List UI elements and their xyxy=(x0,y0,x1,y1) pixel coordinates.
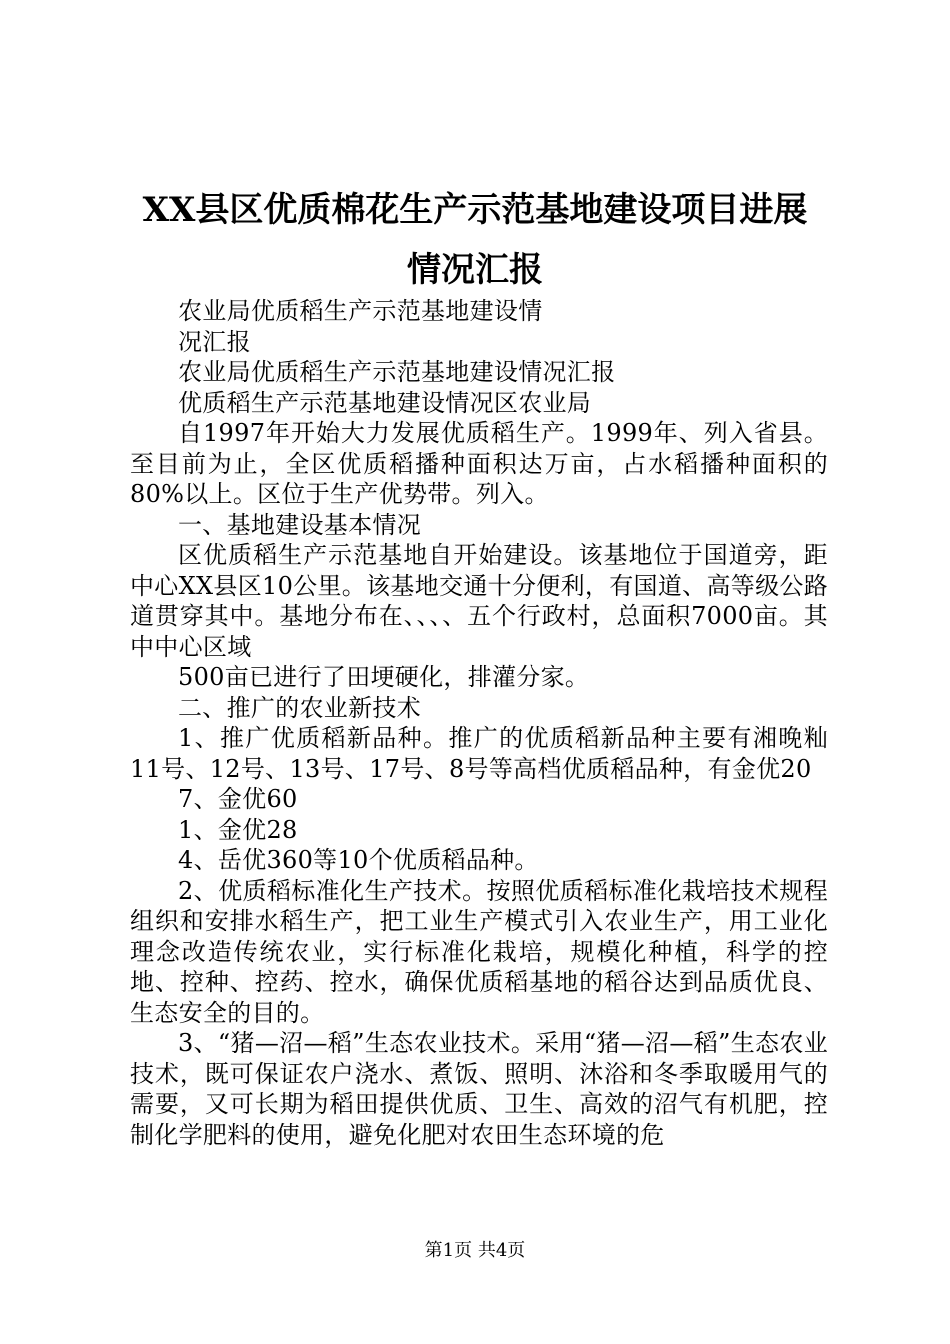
paragraph: 4、岳优360等10个优质稻品种。 xyxy=(178,846,539,874)
section-heading: 二、推广的农业新技术 xyxy=(178,693,421,722)
document-body xyxy=(130,296,828,1150)
paragraph: 况汇报 xyxy=(178,327,251,356)
paragraph: 1、推广优质稻新品种。推广的优质稻新品种主要有湘晚籼11号、12号、13号、17号、8号等高档优质稻品种，有金优20 xyxy=(130,724,828,783)
paragraph: 优质稻生产示范基地建设情况区农业局 xyxy=(178,388,592,417)
paragraph: 农业局优质稻生产示范基地建设情 xyxy=(178,297,543,325)
paragraph: 3、“猪—沼—稻”生态农业技术。采用“猪—沼—稻”生态农业技术，既可保证农户浇水、煮饭、照明、沐浴和冬季取暖用气的需要，又可长期为稻田提供优质、卫生、高效的沼气有机肥，控制化学肥料的使用，避免化肥对农田生态环境的危 xyxy=(130,1029,828,1149)
document-title-line-1: XX县区优质棉花生产示范基地建设项目进展 xyxy=(142,190,808,230)
document-title-line-2: 情况汇报 xyxy=(407,250,543,290)
paragraph: 区优质稻生产示范基地自开始建设。该基地位于国道旁，距中心XX县区10公里。该基地交通十分便利，有国道、高等级公路道贯穿其中。基地分布在、、、、五个行政村，总面积7000亩。其中中心区域 xyxy=(130,541,828,661)
paragraph: 7、金优60 xyxy=(178,785,298,813)
page-number-footer: 第1页 共4页 xyxy=(424,1240,526,1261)
paragraph: 500亩已进行了田埂硬化，排灌分家。 xyxy=(178,663,590,691)
paragraph: 农业局优质稻生产示范基地建设情况汇报 xyxy=(178,358,616,386)
paragraph: 1、金优28 xyxy=(178,815,298,844)
section-heading: 一、基地建设基本情况 xyxy=(178,510,421,539)
paragraph: 自1997年开始大力发展优质稻生产。1999年、列入省县。至目前为止，全区优质稻播种面积达万亩，占水稻播种面积的80%以上。区位于生产优势带。列入。 xyxy=(130,419,828,508)
paragraph: 2、优质稻标准化生产技术。按照优质稻标准化栽培技术规程组织和安排水稻生产，把工业生产模式引入农业生产，用工业化理念改造传统农业，实行标准化栽培，规模化种植，科学的控地、控种、控药、控水，确保优质稻基地的稻谷达到品质优良、生态安全的目的。 xyxy=(130,876,828,1027)
